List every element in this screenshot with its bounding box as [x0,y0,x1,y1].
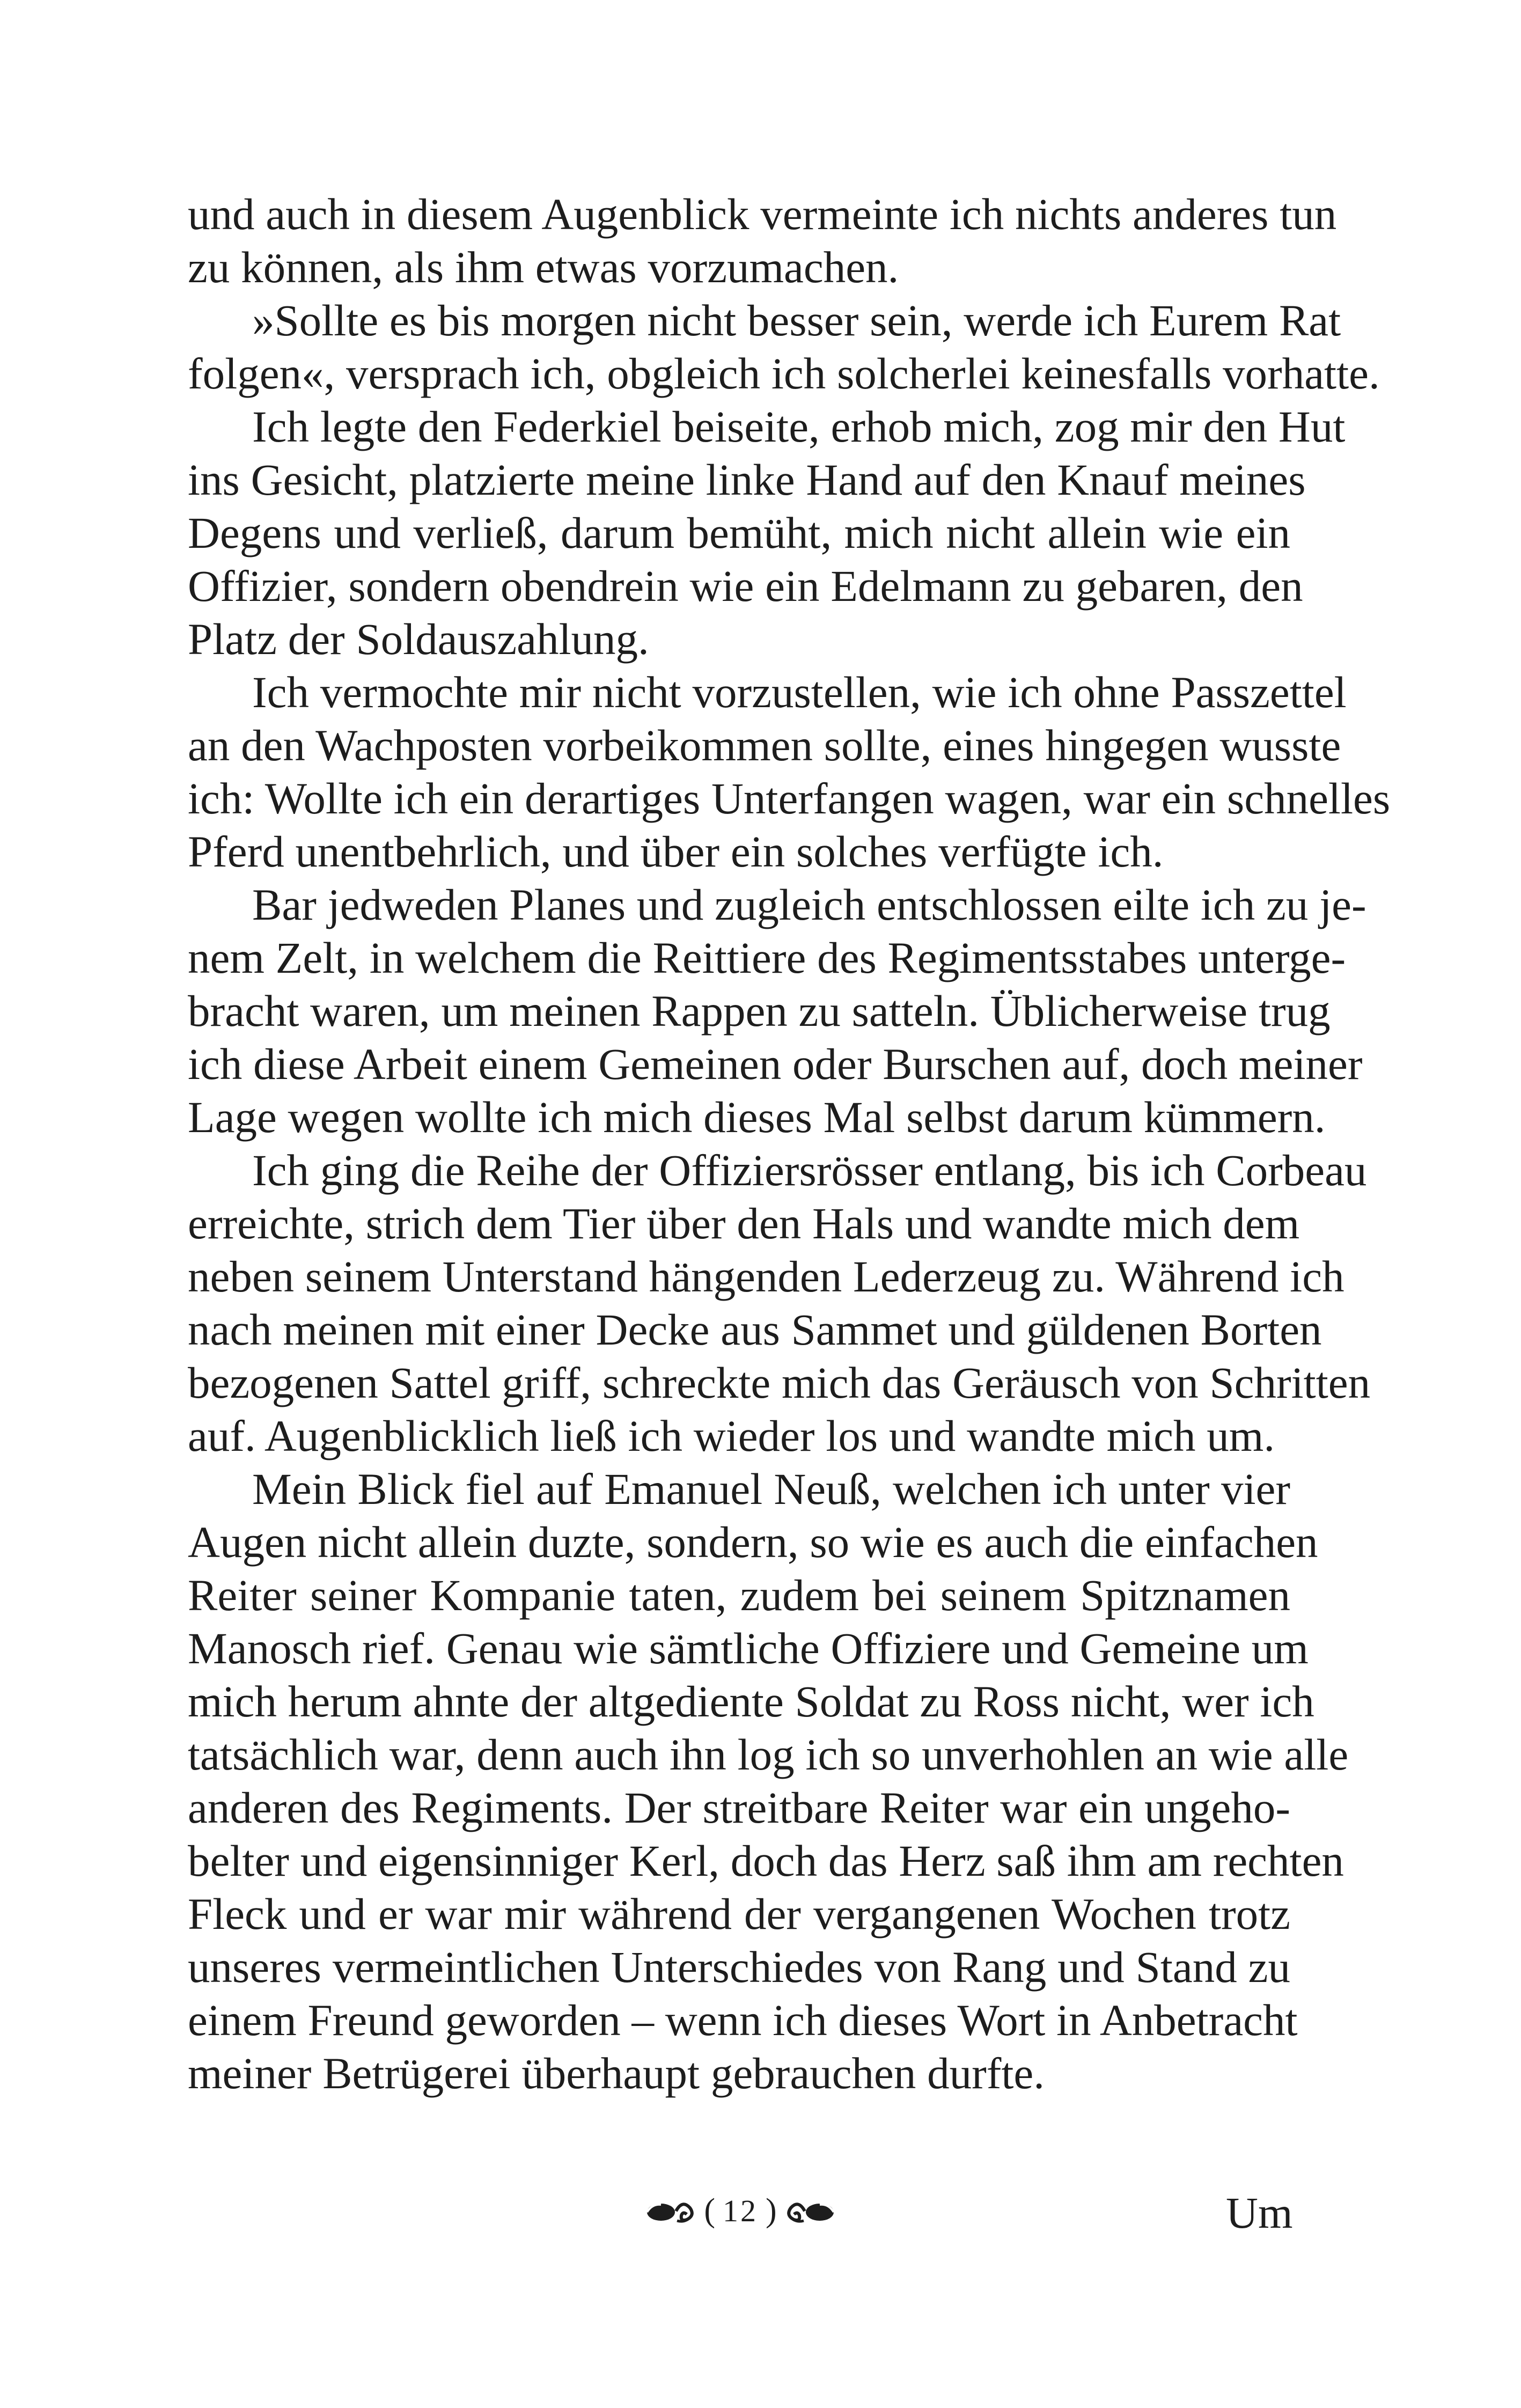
catchword: Um [1226,2188,1293,2237]
text-line: meiner Betrügerei überhaupt gebrauchen durfte. [188,2049,1045,2098]
text-line: Reiter seiner Kompanie taten, zudem bei seinem Spitznamen [188,1570,1290,1620]
text-line: und auch in diesem Augenblick vermeinte ich nichts anderes tun [188,189,1337,239]
text-line: Lage wegen wollte ich mich dieses Mal selbst darum kümmern. [188,1092,1326,1142]
paragraph-start-line: Ich vermochte mir nicht vorzustellen, wie ich ohne Passzettel [252,667,1347,717]
text-line: belter und eigensinniger Kerl, doch das Herz saß ihm am rechten [188,1836,1344,1885]
page-footer [0,2186,1521,2251]
paragraph-start-line: Ich legte den Federkiel beiseite, erhob mich, zog mir den Hut [252,402,1346,451]
text-line: Manosch rief. Genau wie sämtliche Offiziere und Gemeine um [188,1624,1309,1673]
text-line: Degens und verließ, darum bemüht, mich nicht allein wie ein [188,508,1290,557]
text-line: Platz der Soldauszahlung. [188,614,649,664]
text-line: nem Zelt, in welchem die Reittiere des Regimentsstabes unterge- [188,933,1346,982]
text-line: bracht waren, um meinen Rappen zu satteln. Üblicherweise trug [188,986,1331,1036]
text-line: anderen des Regiments. Der streitbare Reiter war ein ungeho- [188,1783,1290,1832]
paren-open: ( [704,2192,715,2229]
text-line: Offizier, sondern obendrein wie ein Edelmann zu gebaren, den [188,561,1303,611]
text-line: Fleck und er war mir während der vergangenen Wochen trotz [188,1889,1290,1939]
text-line: Pferd unentbehrlich, und über ein solches verfügte ich. [188,827,1164,876]
text-line: bezogenen Sattel griff, schreckte mich das Geräusch von Schritten [188,1358,1371,1407]
page-number: 12 [723,2193,758,2228]
text-line: zu können, als ihm etwas vorzumachen. [188,243,899,292]
text-line: einem Freund geworden – wenn ich dieses Wort in Anbetracht [188,1995,1298,2045]
text-line: ins Gesicht, platzierte meine linke Hand auf den Knauf meines [188,455,1306,504]
text-line: mich herum ahnte der altgediente Soldat zu Ross nicht, wer ich [188,1677,1314,1726]
paragraph-start-line: Bar jedweden Planes und zugleich entschlossen eilte ich zu je- [252,880,1366,929]
paragraph-start-line: Ich ging die Reihe der Offiziersrösser entlang, bis ich Corbeau [252,1146,1367,1195]
paragraph-start-line: »Sollte es bis morgen nicht besser sein, werde ich Eurem Rat [252,296,1341,345]
text-line: neben seinem Unterstand hängenden Lederzeug zu. Während ich [188,1252,1344,1301]
paren-close: ) [766,2192,777,2229]
text-line: unseres vermeintlichen Unterschiedes von Rang und Stand zu [188,1942,1290,1992]
text-line: ich: Wollte ich ein derartiges Unterfangen wagen, war ein schnelles [188,774,1391,823]
text-line: erreichte, strich dem Tier über den Hals und wandte mich dem [188,1199,1300,1248]
page-folio [633,2192,848,2230]
body-text [188,188,1391,2100]
text-line: nach meinen mit einer Decke aus Sammet und güldenen Borten [188,1305,1322,1354]
text-line: ich diese Arbeit einem Gemeinen oder Burschen auf, doch meiner [188,1039,1363,1089]
text-line: auf. Augenblicklich ließ ich wieder los und wandte mich um. [188,1411,1275,1460]
fleuron-right-icon [784,2197,836,2225]
text-line: folgen«, versprach ich, obgleich ich solcherlei keinesfalls vorhatte. [188,349,1380,398]
text-line: Augen nicht allein duzte, sondern, so wie es auch die einfachen [188,1517,1318,1567]
text-line: an den Wachposten vorbeikommen sollte, eines hingegen wusste [188,721,1341,770]
fleuron-left-icon [645,2197,696,2225]
text-line: tatsächlich war, denn auch ihn log ich so unverhohlen an wie alle [188,1730,1349,1779]
paragraph-start-line: Mein Blick fiel auf Emanuel Neuß, welchen ich unter vier [252,1464,1290,1514]
